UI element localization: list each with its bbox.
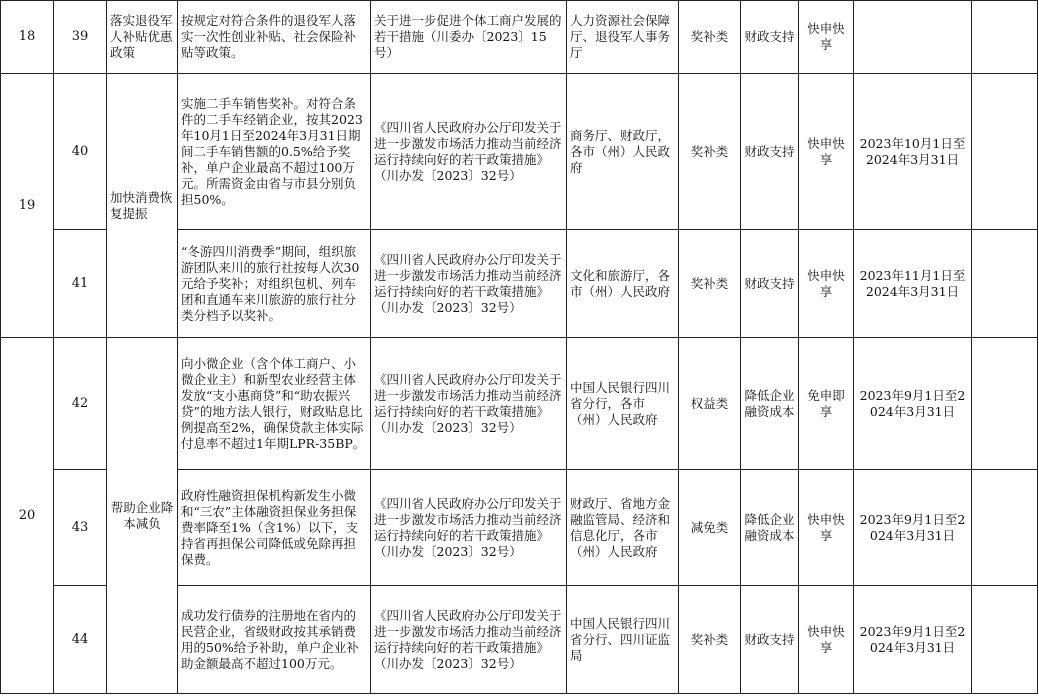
category-cell: 加快消费恢复提振 bbox=[107, 74, 178, 338]
content-cell: 实施二手车销售奖补。对符合条件的二手车经销企业，按其2023年10月1日至2024年3月31日期间二手车销售额的0.5%给予奖补，单户企业最高不超过100万元。所需资金由省与市县分别负担50%。 bbox=[178, 74, 371, 230]
remarks-cell bbox=[972, 230, 1038, 338]
apply-cell: 快申快享 bbox=[799, 586, 854, 694]
content-cell: “冬游四川消费季”期间，组织旅游团队来川的旅行社按每人次30元给予奖补；对组织包机、列车团和直通车来川旅游的旅行社分类分档予以奖补。 bbox=[178, 230, 371, 338]
method-cell: 降低企业融资成本 bbox=[741, 338, 799, 470]
period-cell: 2023年9月1日至2024年3月31日 bbox=[854, 586, 972, 694]
item-number-cell: 40 bbox=[54, 74, 107, 230]
method-cell: 财政支持 bbox=[741, 1, 799, 74]
period-cell: 2023年11月1日至2024年3月31日 bbox=[854, 230, 972, 338]
department-cell: 中国人民银行四川省分行，各市（州）人民政府 bbox=[567, 338, 679, 470]
source-cell: 《四川省人民政府办公厅印发关于进一步激发市场活力推动当前经济运行持续向好的若干政策措施》（川办发〔2023〕32号） bbox=[371, 338, 567, 470]
method-cell: 财政支持 bbox=[741, 74, 799, 230]
apply-cell: 快申快享 bbox=[799, 230, 854, 338]
period-cell: 2023年10月1日至2024年3月31日 bbox=[854, 74, 972, 230]
method-cell: 降低企业融资成本 bbox=[741, 470, 799, 586]
remarks-cell bbox=[972, 74, 1038, 230]
department-cell: 商务厅、财政厅，各市（州）人民政府 bbox=[567, 74, 679, 230]
period-cell bbox=[854, 1, 972, 74]
type-cell: 奖补类 bbox=[679, 230, 741, 338]
remarks-cell bbox=[972, 1, 1038, 74]
type-cell: 奖补类 bbox=[679, 586, 741, 694]
seq-cell: 20 bbox=[1, 338, 54, 694]
period-cell: 2023年9月1日至2024年3月31日 bbox=[854, 338, 972, 470]
item-number-cell: 43 bbox=[54, 470, 107, 586]
seq-cell: 19 bbox=[1, 74, 54, 338]
apply-cell: 快申快享 bbox=[799, 1, 854, 74]
type-cell: 减免类 bbox=[679, 470, 741, 586]
method-cell: 财政支持 bbox=[741, 586, 799, 694]
apply-cell: 免申即享 bbox=[799, 338, 854, 470]
apply-cell: 快申快享 bbox=[799, 74, 854, 230]
content-cell: 成功发行债券的注册地在省内的民营企业，省级财政按其承销费用的50%给予补助，单户企业补助金额最高不超过100万元。 bbox=[178, 586, 371, 694]
period-cell: 2023年9月1日至2024年3月31日 bbox=[854, 470, 972, 586]
department-cell: 中国人民银行四川省分行、四川证监局 bbox=[567, 586, 679, 694]
table-row bbox=[1, 74, 1038, 230]
remarks-cell bbox=[972, 338, 1038, 470]
source-cell: 关于进一步促进个体工商户发展的若干措施（川委办〔2023〕15号） bbox=[371, 1, 567, 74]
source-cell: 《四川省人民政府办公厅印发关于进一步激发市场活力推动当前经济运行持续向好的若干政策措施》（川办发〔2023〕32号） bbox=[371, 586, 567, 694]
table-row bbox=[1, 1, 1038, 74]
type-cell: 奖补类 bbox=[679, 1, 741, 74]
type-cell: 权益类 bbox=[679, 338, 741, 470]
table-row bbox=[1, 338, 1038, 470]
source-cell: 《四川省人民政府办公厅印发关于进一步激发市场活力推动当前经济运行持续向好的若干政策措施》（川办发〔2023〕32号） bbox=[371, 470, 567, 586]
source-cell: 《四川省人民政府办公厅印发关于进一步激发市场活力推动当前经济运行持续向好的若干政策措施》（川办发〔2023〕32号） bbox=[371, 230, 567, 338]
apply-cell: 快申快享 bbox=[799, 470, 854, 586]
department-cell: 人力资源社会保障厅、退役军人事务厅 bbox=[567, 1, 679, 74]
seq-cell: 18 bbox=[1, 1, 54, 74]
type-cell: 奖补类 bbox=[679, 74, 741, 230]
item-number-cell: 39 bbox=[54, 1, 107, 74]
item-number-cell: 44 bbox=[54, 586, 107, 694]
remarks-cell bbox=[972, 470, 1038, 586]
content-cell: 向小微企业（含个体工商户、小微企业主）和新型农业经营主体发放“支小惠商贷”和“助农振兴贷”的地方法人银行，财政贴息比例提高至2%，确保贷款主体实际付息率不超过1年期LPR-35BP。 bbox=[178, 338, 371, 470]
item-number-cell: 42 bbox=[54, 338, 107, 470]
content-cell: 政府性融资担保机构新发生小微和“三农”主体融资担保业务担保费率降至1%（含1%）以下，支持省再担保公司降低或免除再担保费。 bbox=[178, 470, 371, 586]
source-cell: 《四川省人民政府办公厅印发关于进一步激发市场活力推动当前经济运行持续向好的若干政策措施》（川办发〔2023〕32号） bbox=[371, 74, 567, 230]
department-cell: 文化和旅游厅，各市（州）人民政府 bbox=[567, 230, 679, 338]
method-cell: 财政支持 bbox=[741, 230, 799, 338]
department-cell: 财政厅、省地方金融监管局、经济和信息化厅，各市（州）人民政府 bbox=[567, 470, 679, 586]
item-number-cell: 41 bbox=[54, 230, 107, 338]
category-cell: 落实退役军人补贴优惠政策 bbox=[107, 1, 178, 74]
remarks-cell bbox=[972, 586, 1038, 694]
content-cell: 按规定对符合条件的退役军人落实一次性创业补贴、社会保险补贴等政策。 bbox=[178, 1, 371, 74]
category-cell: 帮助企业降本减负 bbox=[107, 338, 178, 694]
